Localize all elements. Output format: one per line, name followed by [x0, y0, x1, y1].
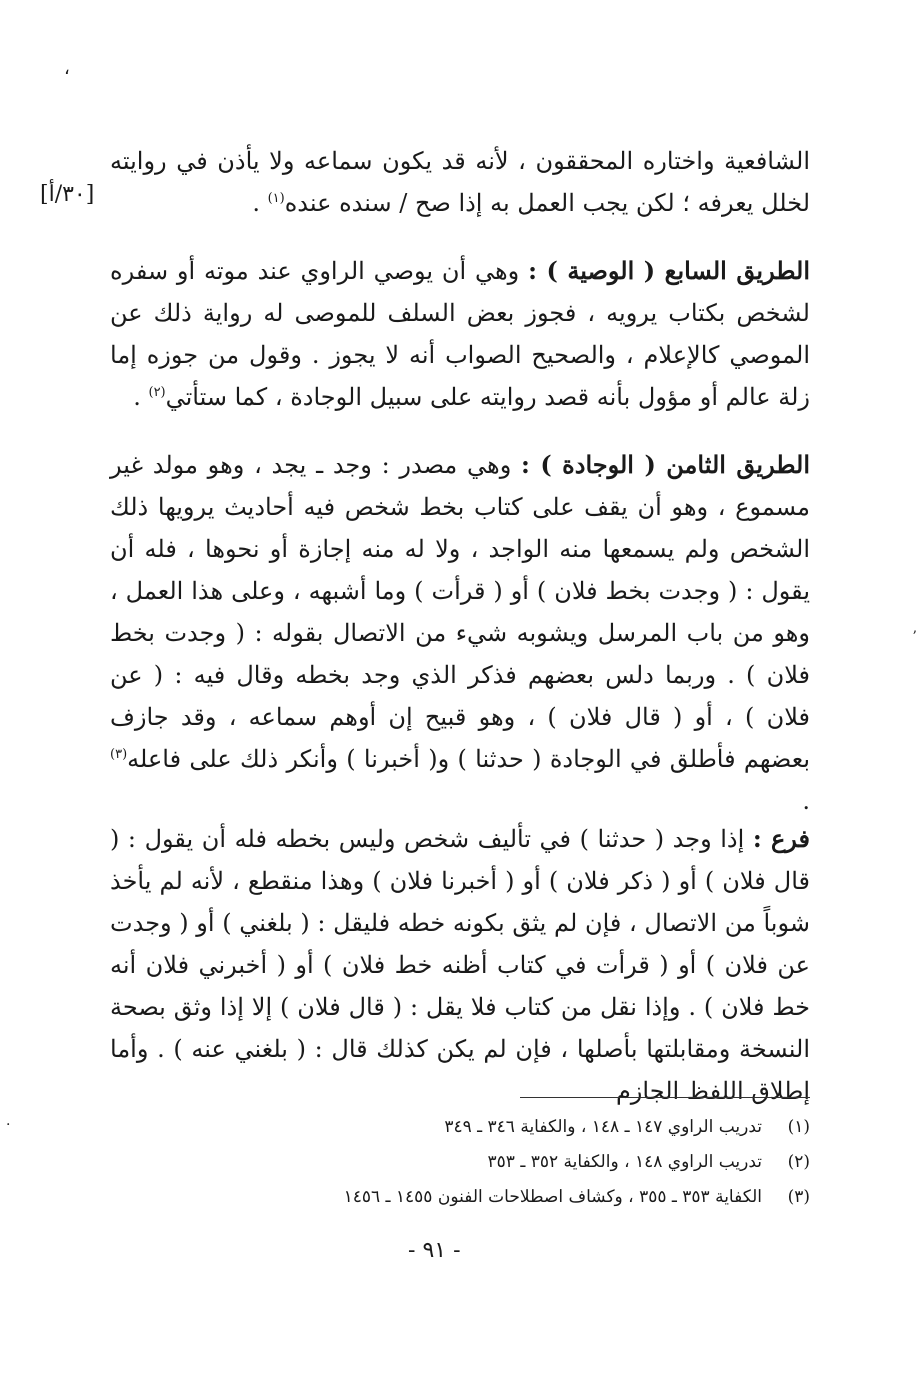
section-heading: فرع :: [752, 824, 811, 853]
footnote-text: تدريب الراوي ١٤٨ ، والكفاية ٣٥٢ ـ ٣٥٣: [487, 1152, 762, 1172]
footnote-number: (١): [787, 1117, 810, 1137]
paragraph-eighth-method: [110, 444, 810, 822]
paragraph-seventh-method: [110, 250, 810, 418]
section-heading: الطريق الثامن ( الوجادة ) :: [521, 450, 810, 479]
footnote-ref-2: (٢): [148, 385, 166, 400]
footnote-item: [250, 1180, 810, 1215]
manuscript-folio-marker: [٣٠/أ]: [40, 182, 95, 207]
section-heading: الطريق السابع ( الوصية ) :: [528, 256, 810, 285]
paragraph-text: وهي أن يوصي الراوي عند موته أو سفره لشخص بكتاب يرويه ، فجوز بعض السلف للموصى له رواية ذلك عن الموصي كالإعلام ، والصحيح الصواب أنه لا يجوز . وقول من جوزه إما زلة عالم أو مؤول بأنه قصد روايته على سبيل الوجادة ، كما ستأتي: [110, 257, 810, 411]
paragraph-text: الشافعية واختاره المحققون ، لأنه قد يكون سماعه ولا يأذن في روايته لخلل يعرفه ؛ لكن يجب العمل به إذا صح / سنده عنده: [110, 147, 810, 217]
top-margin-mark: ،: [64, 58, 70, 79]
paragraph-tail: .: [133, 383, 149, 411]
paragraph-tail: .: [252, 189, 268, 217]
page-number: - ٩١ -: [408, 1238, 461, 1263]
right-margin-tick: ʼ: [912, 629, 916, 645]
paragraph-text: إذا وجد ( حدثنا ) في تأليف شخص وليس بخطه فله أن يقول : ( قال فلان ) أو ( ذكر فلان ) أو ( أخبرنا فلان ) وهذا منقطع ، لأنه لم يأخذ شوباً من الاتصال ، فإن لم يثق بكونه خطه فليقل : ( بلغني ) أو ( وجدت عن فلان ) أو ( قرأت في كتاب أظنه خط فلان ) أو ( أخبرني فلان أنه خط فلان ) . وإذا نقل من كتاب فلا يقل : ( قال فلان ) إلا إذا وثق بصحة النسخة ومقابلتها بأصلها ، فإن لم يكن كذلك قال : ( بلغني عنه ) . وأما إطلاق اللفظ الجازم: [110, 825, 810, 1105]
paragraph-branch: [110, 818, 810, 1112]
footnote-text: تدريب الراوي ١٤٧ ـ ١٤٨ ، والكفاية ٣٤٦ ـ ٣٤٩: [444, 1117, 762, 1137]
paragraph-continuation: [110, 140, 810, 224]
footnote-text: الكفاية ٣٥٣ ـ ٣٥٥ ، وكشاف اصطلاحات الفنون ١٤٥٥ ـ ١٤٥٦: [343, 1187, 762, 1207]
footnote-number: (٣): [787, 1187, 810, 1207]
left-margin-tick: ·: [6, 1117, 11, 1133]
footnote-item: [250, 1110, 810, 1145]
footnotes: [250, 1110, 810, 1215]
footnote-number: (٢): [787, 1152, 810, 1172]
footnote-ref-3: (٣): [110, 747, 128, 762]
paragraph-text: وهي مصدر : وجد ـ يجد ، وهو مولد غير مسموع ، وهو أن يقف على كتاب بخط شخص فيه أحاديث يرويها ذلك الشخص ولم يسمعها منه الواجد ، ولا له منه إجازة أو نحوها ، فله أن يقول : ( وجدت بخط فلان ) أو ( قرأت ) وما أشبهه ، وعلى هذا العمل ، وهو من باب المرسل ويشوبه شيء من الاتصال بقوله : ( وجدت بخط فلان ) . وربما دلس بعضهم فذكر الذي وجد بخطه وقال فيه : ( عن فلان ) ، أو ( قال فلان ) ، وهو قبيح إن أوهم سماعه ، وقد جازف بعضهم فأطلق في الوجادة ( حدثنا ) و( أخبرنا ) وأنكر ذلك على فاعله: [110, 451, 810, 773]
footnote-item: [250, 1145, 810, 1180]
footnote-divider: [520, 1097, 810, 1098]
paragraph-tail: .: [802, 787, 810, 815]
footnote-ref-1: (١): [267, 191, 285, 206]
